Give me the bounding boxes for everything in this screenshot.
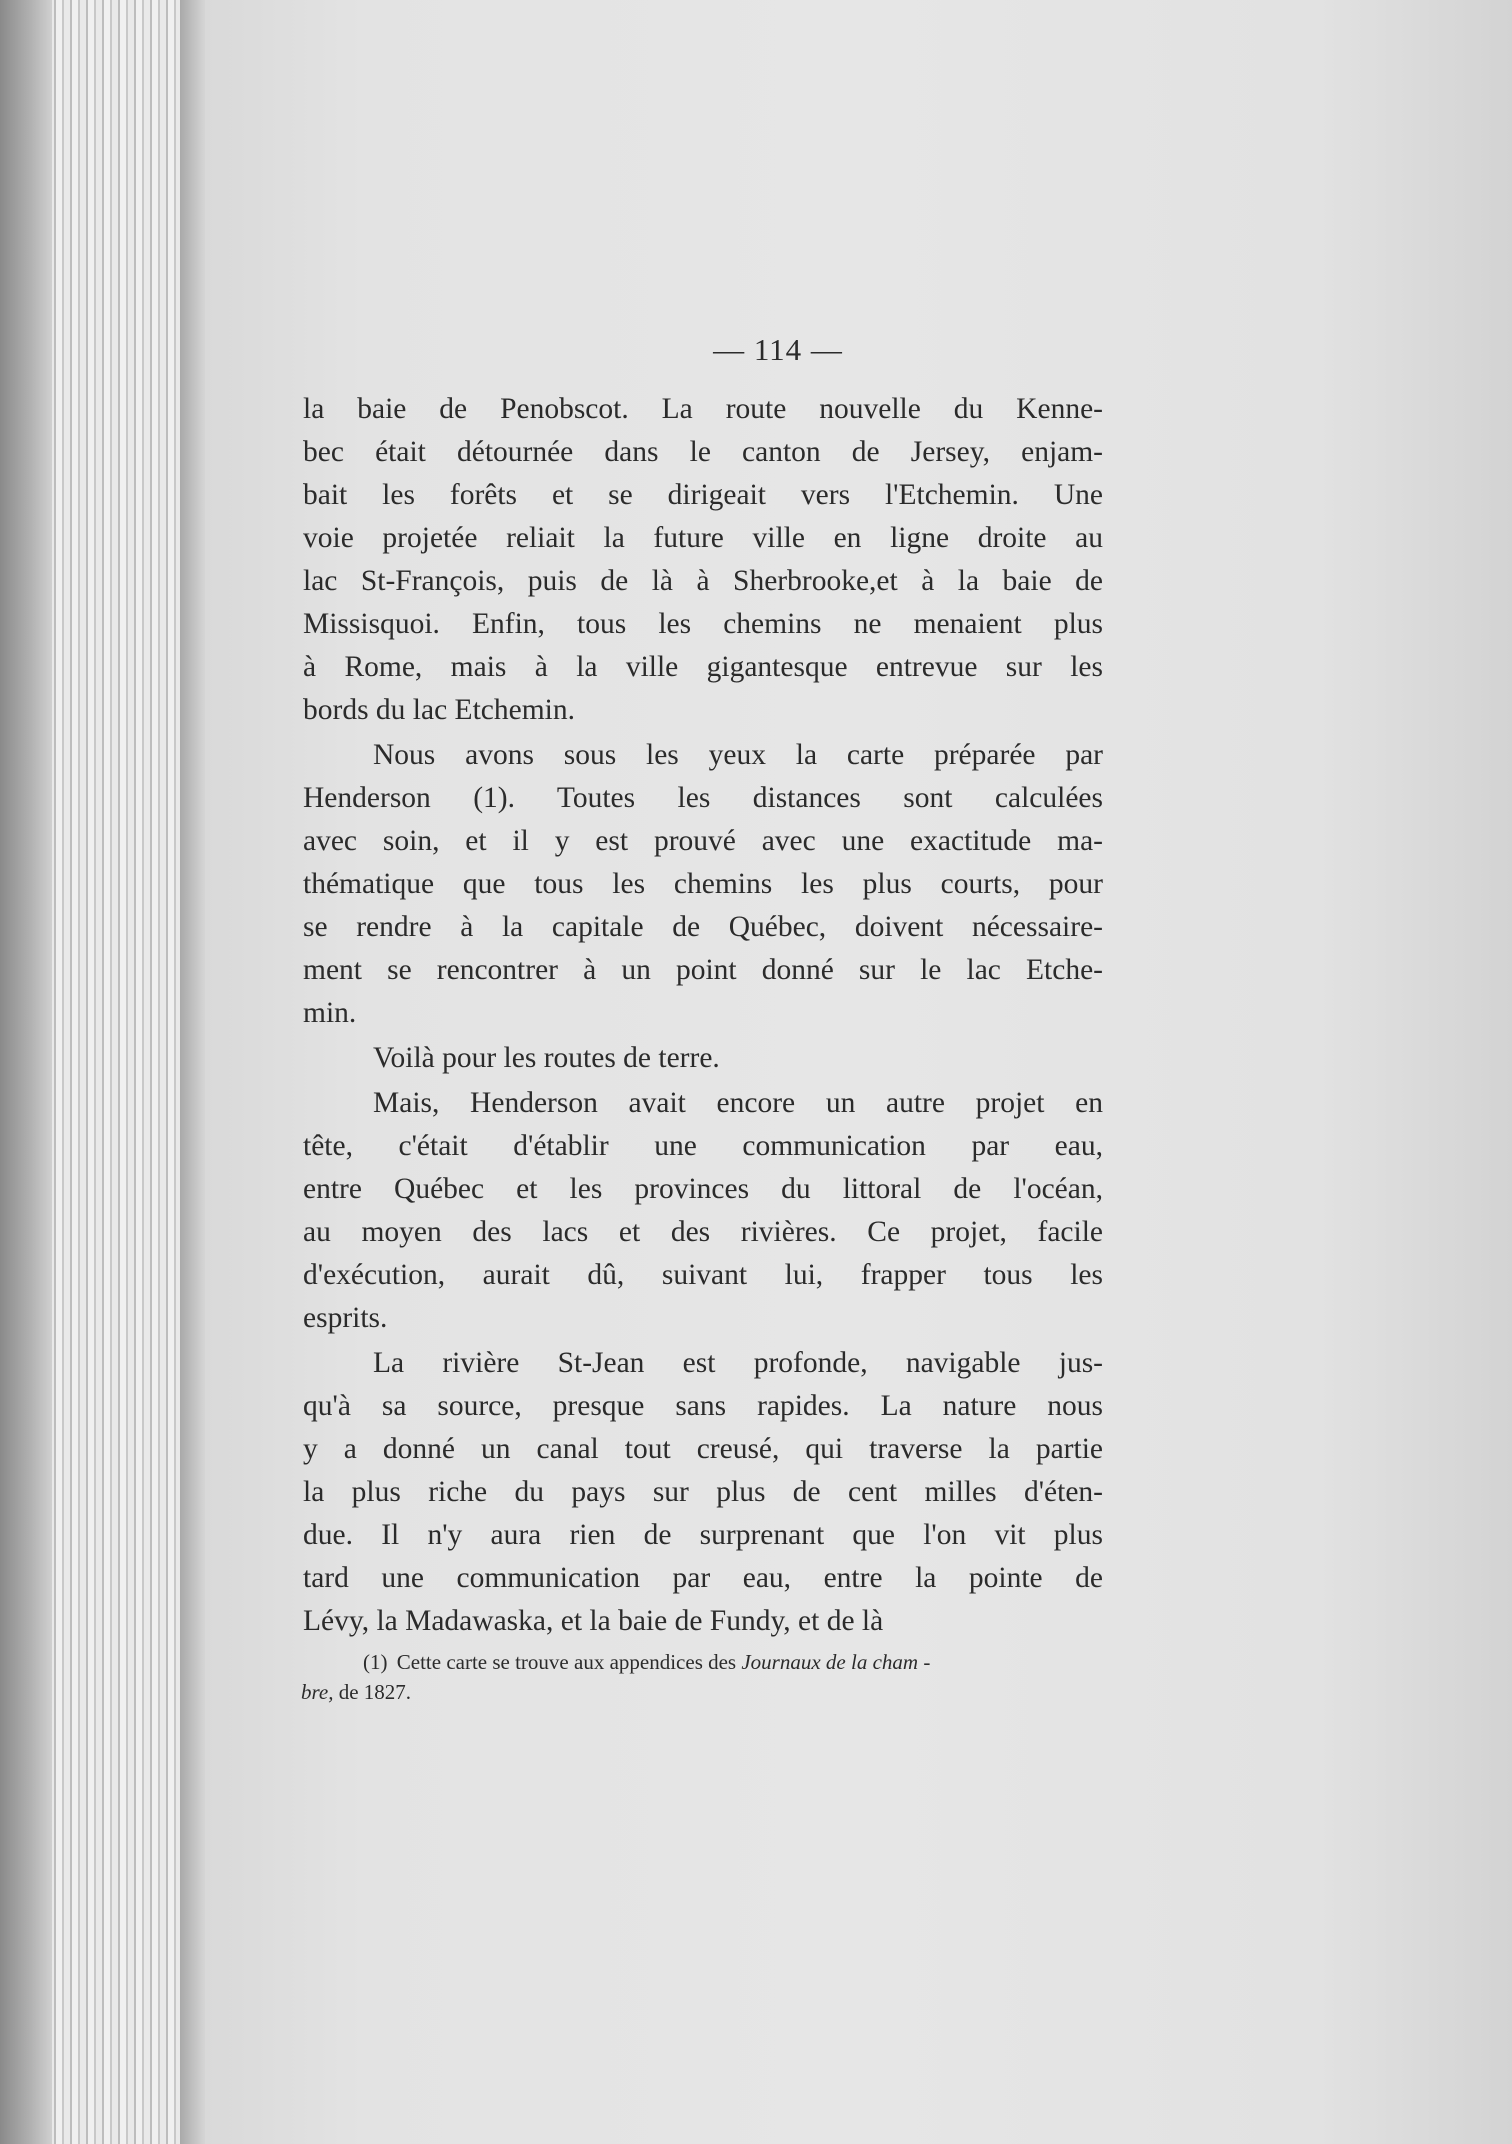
footnote-journal-title-cont: bre, [301,1680,334,1704]
paragraph [303,734,1103,1035]
text-line: tête, c'était d'établir une communication par eau, [303,1130,1103,1162]
text-line: Mais, Henderson avait encore un autre projet en [373,1087,1103,1119]
text-line: avec soin, et il y est prouvé avec une exactitude ma- [303,825,1103,857]
text-line: thématique que tous les chemins les plus courts, pour [303,868,1103,900]
text-line: esprits. [303,1302,388,1334]
text-line: Henderson (1). Toutes les distances sont calculées [303,782,1103,814]
paragraph [303,1342,1103,1643]
footnote-line-1 [365,1647,1103,1677]
text-line: entre Québec et les provinces du littoral de l'océan, [303,1173,1103,1205]
text-line: tard une communication par eau, entre la pointe de [303,1562,1103,1594]
footnote-journal-title: Journaux de la cham - [741,1650,931,1674]
text-line: La rivière St-Jean est profonde, navigable jus- [373,1347,1103,1379]
page-text-block [303,320,1313,1707]
book-spine-shadow [0,0,52,2144]
paragraph [303,1082,1103,1340]
footnote [303,1647,1103,1707]
text-line: y a donné un canal tout creusé, qui traverse la partie [303,1433,1103,1465]
text-line: voie projetée reliait la future ville en ligne droite au [303,522,1103,554]
text-line: due. Il n'y aura rien de surprenant que l'on vit plus [303,1519,1103,1551]
text-line: qu'à sa source, presque sans rapides. La nature nous [303,1390,1103,1422]
paragraph [303,1037,1103,1080]
text-line: Voilà pour les routes de terre. [373,1042,720,1074]
text-line: bec était détournée dans le canton de Jersey, enjam- [303,436,1103,468]
text-line: ment se rencontrer à un point donné sur le lac Etche- [303,954,1103,986]
text-line: bords du lac Etchemin. [303,694,575,726]
footnote-year: de 1827. [338,1680,412,1704]
text-line: d'exécution, aurait dû, suivant lui, frapper tous les [303,1259,1103,1291]
text-line: la baie de Penobscot. La route nouvelle du Kenne- [303,393,1103,425]
text-line: Lévy, la Madawaska, et la baie de Fundy, et de là [303,1605,884,1637]
page-number: — 114 — [713,332,843,367]
paragraph [303,388,1103,732]
text-line: bait les forêts et se dirigeait vers l'Etchemin. Une [303,479,1103,511]
body-text [303,388,1103,1643]
text-line: lac St-François, puis de là à Sherbrooke,et à la baie de [303,565,1103,597]
text-line: la plus riche du pays sur plus de cent milles d'éten- [303,1476,1103,1508]
text-line: au moyen des lacs et des rivières. Ce projet, facile [303,1216,1103,1248]
text-line: se rendre à la capitale de Québec, doivent nécessaire- [303,911,1103,943]
footnote-text: Cette carte se trouve aux appendices des [396,1650,737,1674]
text-line: min. [303,997,357,1029]
text-line: Missisquoi. Enfin, tous les chemins ne menaient plus [303,608,1103,640]
text-line: à Rome, mais à la ville gigantesque entrevue sur les [303,651,1103,683]
text-line: Nous avons sous les yeux la carte préparée par [373,739,1103,771]
footnote-number: (1) [363,1650,388,1674]
footnote-line-2 [303,1677,1103,1707]
